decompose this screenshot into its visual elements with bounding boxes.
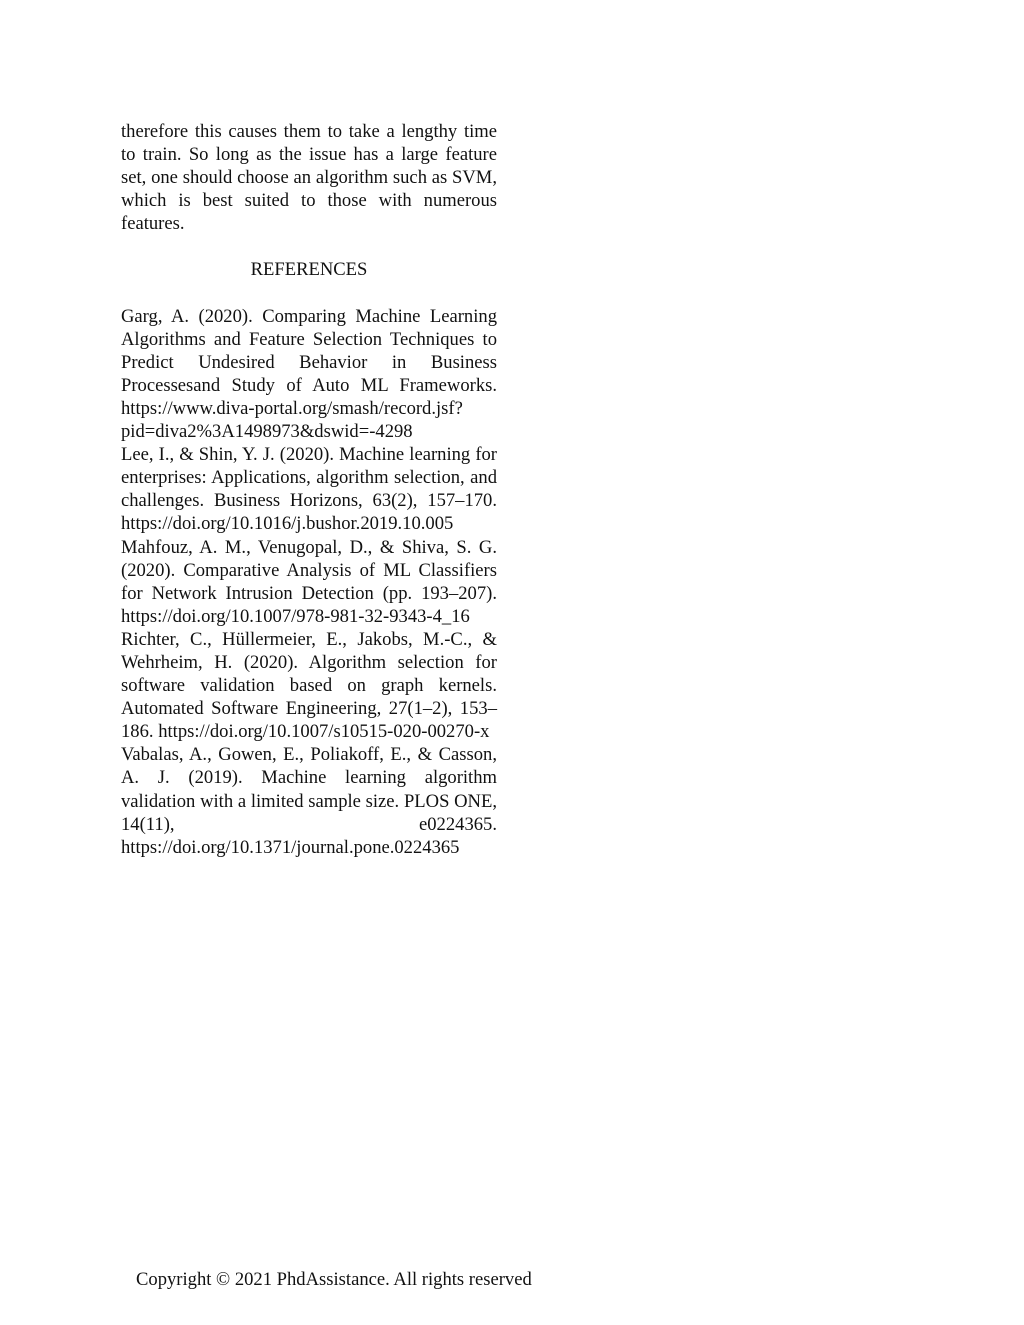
reference-list	[121, 305, 497, 859]
reference-item-richter: Richter, C., Hüllermeier, E., Jakobs, M.-C., & Wehrheim, H. (2020). Algorithm selection for software validation based on graph kernels. Automated Software Engineering, 27(1–2), 153–186. https://doi.org/10.1007/s10515-020-00270-x	[121, 628, 497, 743]
body-paragraph: therefore this causes them to take a lengthy time to train. So long as the issue has a large feature set, one should choose an algorithm such as SVM, which is best suited to those with numerous features.	[121, 121, 497, 235]
text-column	[121, 120, 497, 859]
reference-item-vabalas: Vabalas, A., Gowen, E., Poliakoff, E., & Casson, A. J. (2019). Machine learning algorithm validation with a limited sample size. PLOS ONE, 14(11), e0224365. https://doi.org/10.1371/journal.pone.0224365	[121, 744, 497, 858]
reference-item-mahfouz: Mahfouz, A. M., Venugopal, D., & Shiva, S. G. (2020). Comparative Analysis of ML Classifiers for Network Intrusion Detection (pp. 193–207). https://doi.org/10.1007/978-981-32-9343-4_16	[121, 536, 497, 627]
references-heading: REFERENCES	[250, 259, 368, 281]
reference-item-lee: Lee, I., & Shin, Y. J. (2020). Machine learning for enterprises: Applications, algorithm selection, and challenges. Business Horizons, 63(2), 157–170. https://doi.org/10.1016/j.bushor.2019.10.005	[121, 444, 497, 535]
reference-item-garg: Garg, A. (2020). Comparing Machine Learning Algorithms and Feature Selection Techniques to Predict Undesired Behavior in Business Processesand Study of Auto ML Frameworks. https://www.diva-portal.org/smash/record.jsf?pid=diva2%3A1498973&dswid=-4298	[121, 305, 497, 443]
copyright-footer: Copyright © 2021 PhdAssistance. All rights reserved	[136, 1269, 532, 1290]
